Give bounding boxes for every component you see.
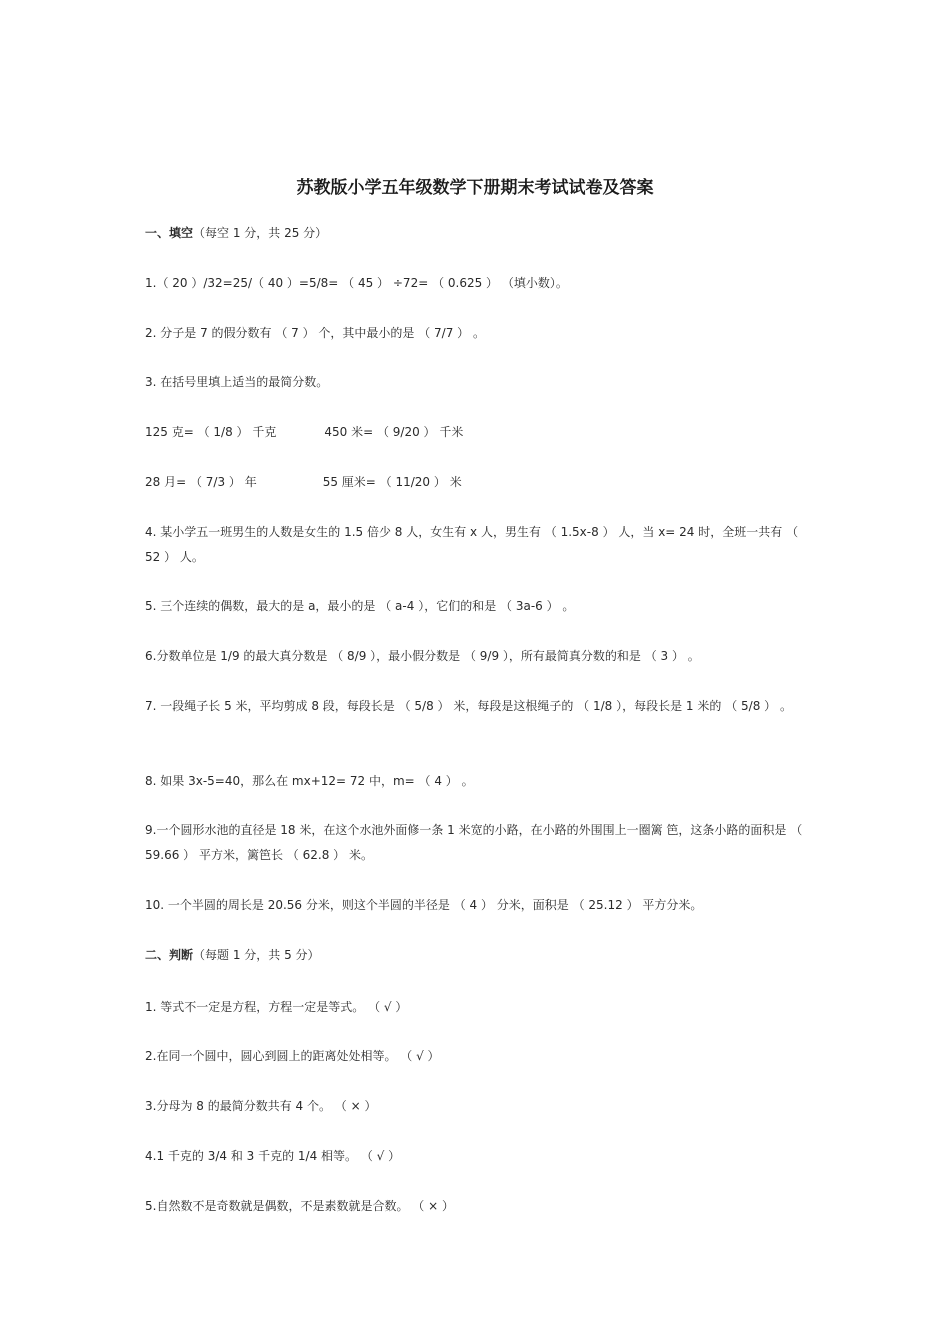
section-heading-fill-in [145,221,810,246]
question-4: 4. 某小学五一班男生的人数是女生的 1.5 倍少 8 人，女生有 x 人，男生有 （ 1.5x-8 ） 人，当 x= 24 时，全班一共有 （ 52 ） 人。 [145,525,799,564]
judgement-2: 2.在同一个圆中，圆心到圆上的距离处处相等。 （ √ ） [145,1049,440,1063]
section-title: 一、填空 [145,226,194,240]
question-2: 2. 分子是 7 的假分数有 （ 7 ） 个，其中最小的是 （ 7/7 ） 。 [145,326,485,340]
question-3: 3. 在括号里填上适当的最简分数。 [145,375,329,389]
judgement-3: 3.分母为 8 的最简分数共有 4 个。 （ × ） [145,1099,377,1113]
question-3-row-1 [145,420,810,445]
judgement-1: 1. 等式不一定是方程，方程一定是等式。 （ √ ） [145,1000,408,1014]
question-6: 6.分数单位是 1/9 的最大真分数是 （ 8/9 ），最小假分数是 （ 9/9 ），所有最简真分数的和是 （ 3 ） 。 [145,649,700,663]
question-8: 8. 如果 3x-5=40，那么在 mx+12= 72 中，m= （ 4 ） 。 [145,774,474,788]
answer-item: 28 月= （ 7/3 ） 年 [145,475,257,489]
question-10: 10. 一个半圆的周长是 20.56 分米，则这个半圆的半径是 （ 4 ） 分米，面积是 （ 25.12 ） 平方分米。 [145,898,703,912]
section-note: （每空 1 分，共 25 分） [193,226,328,240]
answer-item: 125 克= （ 1/8 ） 千克 [145,425,277,439]
answer-item: 450 米= （ 9/20 ） 千米 [324,425,464,439]
answer-item: 55 厘米= （ 11/20 ） 米 [322,475,462,489]
page-title: 苏教版小学五年级数学下册期末考试试卷及答案 [296,178,654,198]
judgement-4: 4.1 千克的 3/4 和 3 千克的 1/4 相等。 （ √ ） [145,1149,401,1163]
section-note: （每题 1 分，共 5 分） [193,948,320,962]
judgement-5: 5.自然数不是奇数就是偶数，不是素数就是合数。 （ × ） [145,1199,454,1213]
section-heading-true-false [145,943,810,968]
question-3-row-2 [145,470,810,495]
question-7: 7. 一段绳子长 5 米，平均剪成 8 段，每段长是 （ 5/8 ） 米，每段是这根绳子的 （ 1/8 ），每段长是 1 米的 （ 5/8 ） 。 [145,699,792,713]
question-9: 9.一个圆形水池的直径是 18 米，在这个水池外面修一条 1 米宽的小路，在小路的外围围上一圈篱 笆，这条小路的面积是 （ 59.66 ） 平方米，篱笆长 （ 62.8 ） 米。 [145,823,803,862]
question-1: 1.（ 20 ）/32=25/（ 40 ）=5/8= （ 45 ） ÷72= （ 0.625 ） （填小数）。 [145,276,568,290]
question-5: 5. 三个连续的偶数，最大的是 a，最小的是 （ a-4 ），它们的和是 （ 3a-6 ） 。 [145,599,575,613]
section-title: 二、判断 [145,948,194,962]
